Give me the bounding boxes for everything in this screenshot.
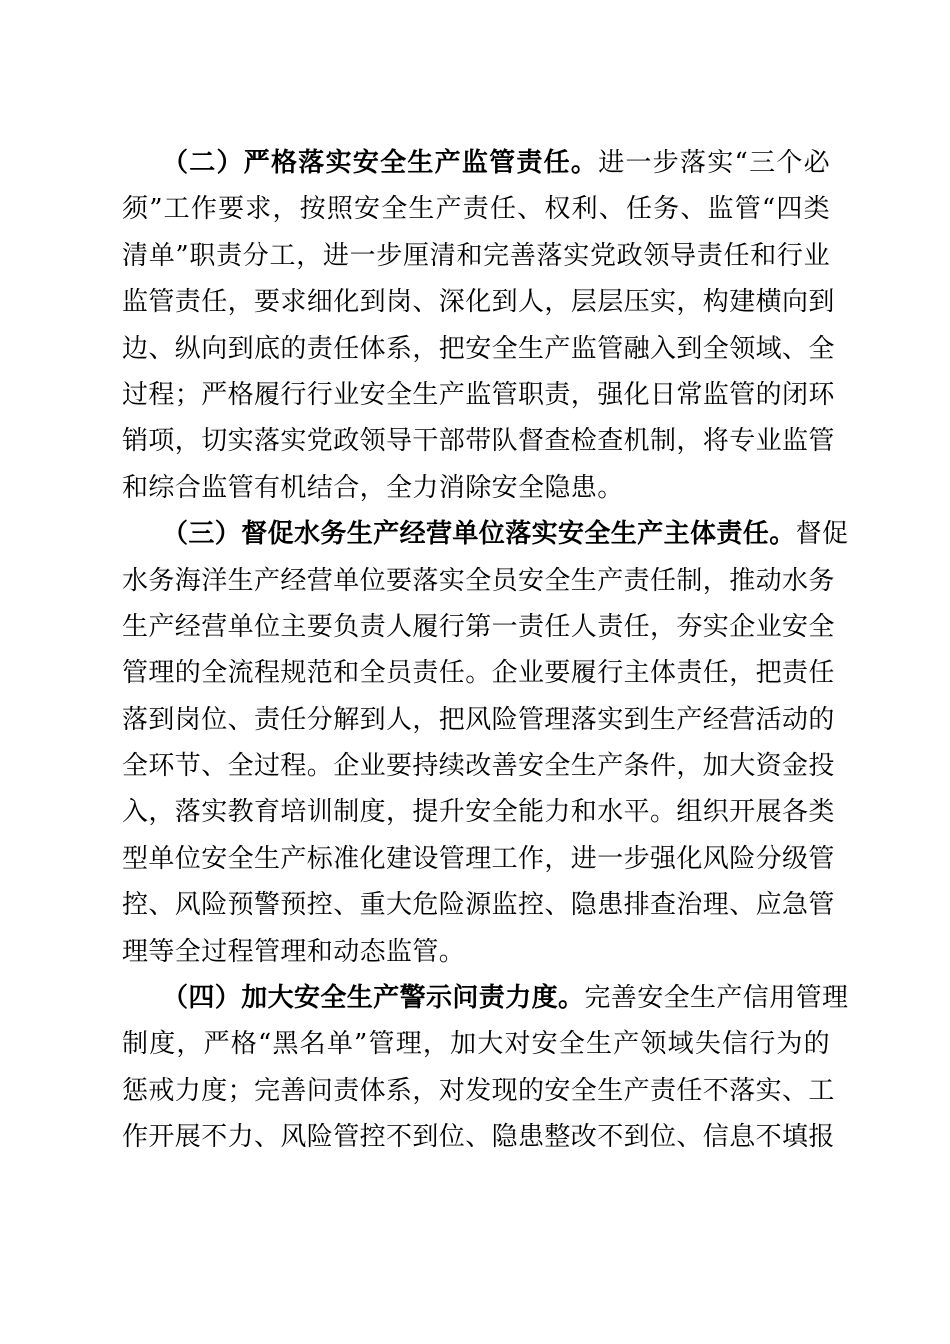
section-heading: （二）严格落实安全生产监管责任。 — [162, 148, 599, 178]
paragraph-line: 清单”职责分工，进一步厘清和完善落实党政领导责任和行业 — [122, 240, 830, 271]
paragraph-line: 监管责任，要求细化到岗、深化到人，层层压实，构建横向到 — [122, 287, 835, 318]
paragraph-line: 生产经营单位主要负责人履行第一责任人责任，夯实企业安全 — [122, 611, 835, 642]
paragraph-line — [122, 140, 830, 186]
paragraph-text: 督促 — [795, 519, 849, 550]
paragraph-line: 型单位安全生产标准化建设管理工作，进一步强化风险分级管 — [122, 843, 835, 874]
paragraph-line: 水务海洋生产经营单位要落实全员安全生产责任制，推动水务 — [122, 565, 835, 596]
section-heading: （三）督促水务生产经营单位落实安全生产主体责任。 — [162, 519, 796, 550]
paragraph-line: 须”工作要求，按照安全生产责任、权利、任务、监管“四类 — [122, 194, 830, 225]
paragraph-line — [122, 511, 849, 557]
paragraph-line: 惩戒力度；完善问责体系，对发现的安全生产责任不落实、工 — [122, 1075, 835, 1106]
paragraph-line: 边、纵向到底的责任体系，把安全生产监管融入到全领域、全 — [122, 333, 835, 364]
paragraph-line: 过程；严格履行行业安全生产监管职责，强化日常监管的闭环 — [122, 379, 835, 410]
section-heading: （四）加大安全生产警示问责力度。 — [162, 983, 585, 1014]
paragraph-line: 销项，切实落实党政领导干部带队督查检查机制，将专业监管 — [122, 426, 835, 457]
paragraph-line: 入，落实教育培训制度，提升安全能力和水平。组织开展各类 — [122, 797, 835, 828]
paragraph-line: 作开展不力、风险管控不到位、隐患整改不到位、信息不填报 — [122, 1122, 835, 1153]
document-body — [122, 140, 849, 1161]
paragraph-line: 全环节、全过程。企业要持续改善安全生产条件，加大资金投 — [122, 751, 835, 782]
paragraph-line: 落到岗位、责任分解到人，把风险管理落实到生产经营活动的 — [122, 704, 835, 735]
paragraph-line: 和综合监管有机结合，全力消除安全隐患。 — [122, 472, 624, 503]
paragraph-line: 制度，严格“黑名单”管理，加大对安全生产领域失信行为的 — [122, 1029, 830, 1060]
paragraph-line: 控、风险预警预控、重大危险源监控、隐患排查治理、应急管 — [122, 890, 835, 921]
paragraph-line — [122, 975, 849, 1021]
paragraph-line: 理等全过程管理和动态监管。 — [122, 936, 466, 967]
paragraph-text: 进一步落实“三个必 — [598, 148, 830, 178]
paragraph-line: 管理的全流程规范和全员责任。企业要履行主体责任，把责任 — [122, 658, 835, 689]
paragraph-text: 完善安全生产信用管理 — [584, 983, 849, 1014]
